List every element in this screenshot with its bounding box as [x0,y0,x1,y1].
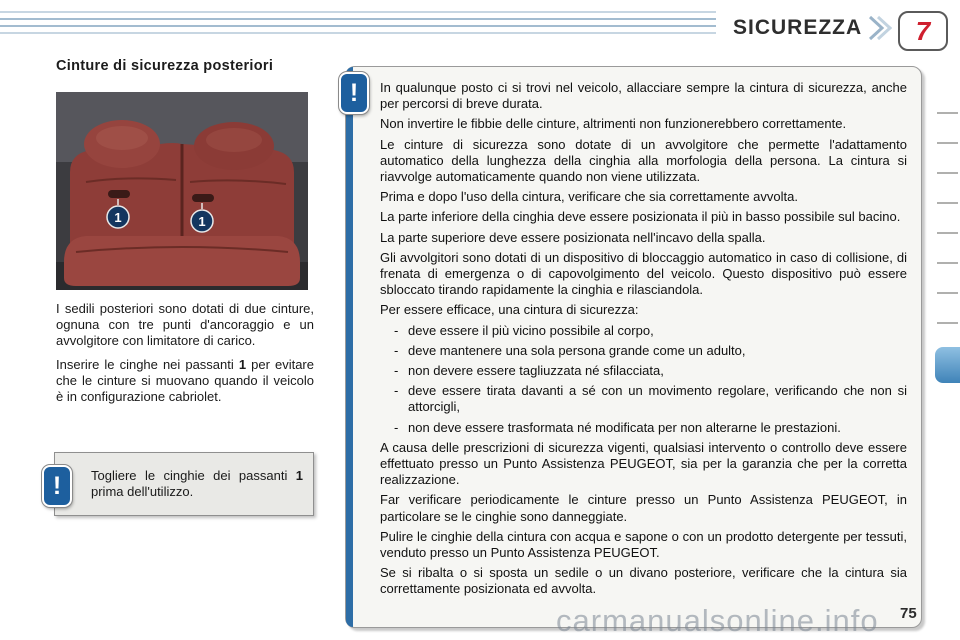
rear-seats-image [56,92,308,290]
callout-ref-bold: 1 [238,357,247,372]
info-box-content [380,80,907,619]
info-paragraph: Non invertire le fibbie delle cinture, altrimenti non funzionerebbero correttamente. [380,116,847,132]
header-stripe [0,11,716,13]
list-item: - non devere essere tagliuzzata né sfilacciata, [394,363,664,379]
list-dash: - [394,363,399,379]
callout-ref-bold: 1 [295,468,303,483]
info-accent-bar [346,67,353,627]
list-dash: - [394,419,399,435]
tab-separator [937,142,958,144]
tab-separator [937,292,958,294]
section-title: SICUREZZA [733,16,863,39]
list-dash: - [394,342,399,358]
active-chapter-tab [935,347,960,383]
list-item: - non deve essere trasformata né modificata per non alterarne le prestazioni. [394,419,841,435]
info-paragraph: Gli avvolgitori sono dotati di un dispositivo di bloccaggio automatico in caso di collisione, di frenata di emergenza o di capovolgimento del veicolo. Questo dispositivo può essere sbloccato tirando rapidamente la cinghia e rilasciandola. [380,249,907,298]
svg-text:1: 1 [114,210,122,225]
tab-separator [937,232,958,234]
info-paragraph: In qualunque posto ci si trovi nel veicolo, allacciare sempre la cintura di sicurezza, anche per percorsi di breve durata. [380,80,907,112]
info-paragraph: La parte superiore deve essere posizionata nell'incavo della spalla. [380,229,766,245]
callout-badge-1 [107,206,129,228]
left-paragraph-1: I sedili posteriori sono dotati di due cinture, ognuna con tre punti d'ancoraggio e un avvolgitore con limitatore di carico. [56,301,314,348]
info-paragraph: A causa delle prescrizioni di sicurezza vigenti, qualsiasi intervento o controllo deve essere effettuato presso un Punto Assistenza PEUGEOT, sia per la garanzia che per la corretta realizzazione. [380,439,907,488]
info-paragraph: Per essere efficace, una cintura di sicurezza: [380,302,639,318]
info-paragraph: Prima e dopo l'uso della cintura, verificare che sia correttamente avvolta. [380,189,798,205]
info-paragraph: Far verificare periodicamente le cinture presso un Punto Assistenza PEUGEOT, in particolare se le cinghie sono danneggiate. [380,492,907,524]
warning-icon: ! [42,465,72,507]
svg-text:1: 1 [198,214,206,229]
chapter-number: 7 [915,16,931,46]
list-item: - deve essere il più vicino possibile al corpo, [394,322,654,338]
safety-info-box [345,66,922,628]
page-title: Cinture di sicurezza posteriori [56,58,274,74]
header-stripe [0,18,716,20]
info-paragraph: Pulire le cinghie della cintura con acqua e sapone o con un prodotto detergente per tessuti, venduto presso un Punto Assistenza PEUGEOT. [380,528,907,561]
header-stripe [0,32,716,34]
list-dash: - [394,383,399,399]
left-column-text [56,301,314,413]
info-paragraph: La parte inferiore della cinghia deve essere posizionata il più in basso possibile sul bacino. [380,209,901,225]
list-item: - deve essere tirata davanti a sé con un movimento regolare, verificando che non si attorcigli, [394,383,907,415]
tab-separator [937,322,958,324]
warning-note-text: Togliere le cinghie dei passanti 1 prima dell'utilizzo. [91,468,303,499]
info-paragraph: Se si ribalta o si sposta un sedile o un divano posteriore, verificare che la cintura sia correttamente posizionata ed avvolta. [380,565,907,597]
chevron-icon [866,13,892,43]
tab-separator [937,262,958,264]
info-paragraph: Le cinture di sicurezza sono dotate di un avvolgitore che permette l'adattamento automatico della lunghezza della cinghia alla morfologia della persona. La cintura si riavvolge automaticamente quando non viene utilizzata. [380,136,907,185]
header-stripes [0,11,716,39]
header-stripe [0,25,716,27]
page-number: 75 [900,605,917,622]
callout-badge-2 [191,210,213,232]
left-paragraph-2: Inserire le cinghe nei passanti 1 per evitare che le cinture si muovano quando il veicolo è in configurazione cabriolet. [56,357,314,404]
tab-separator [937,112,958,114]
watermark: carmanualsonline.info [556,603,879,638]
list-dash: - [394,322,399,338]
list-item: - deve mantenere una sola persona grande come un adulto, [394,342,746,358]
tab-separator [937,172,958,174]
tab-separator [937,202,958,204]
chapter-number-badge [898,11,948,51]
warning-icon: ! [339,72,369,114]
warning-note-box [54,452,314,516]
